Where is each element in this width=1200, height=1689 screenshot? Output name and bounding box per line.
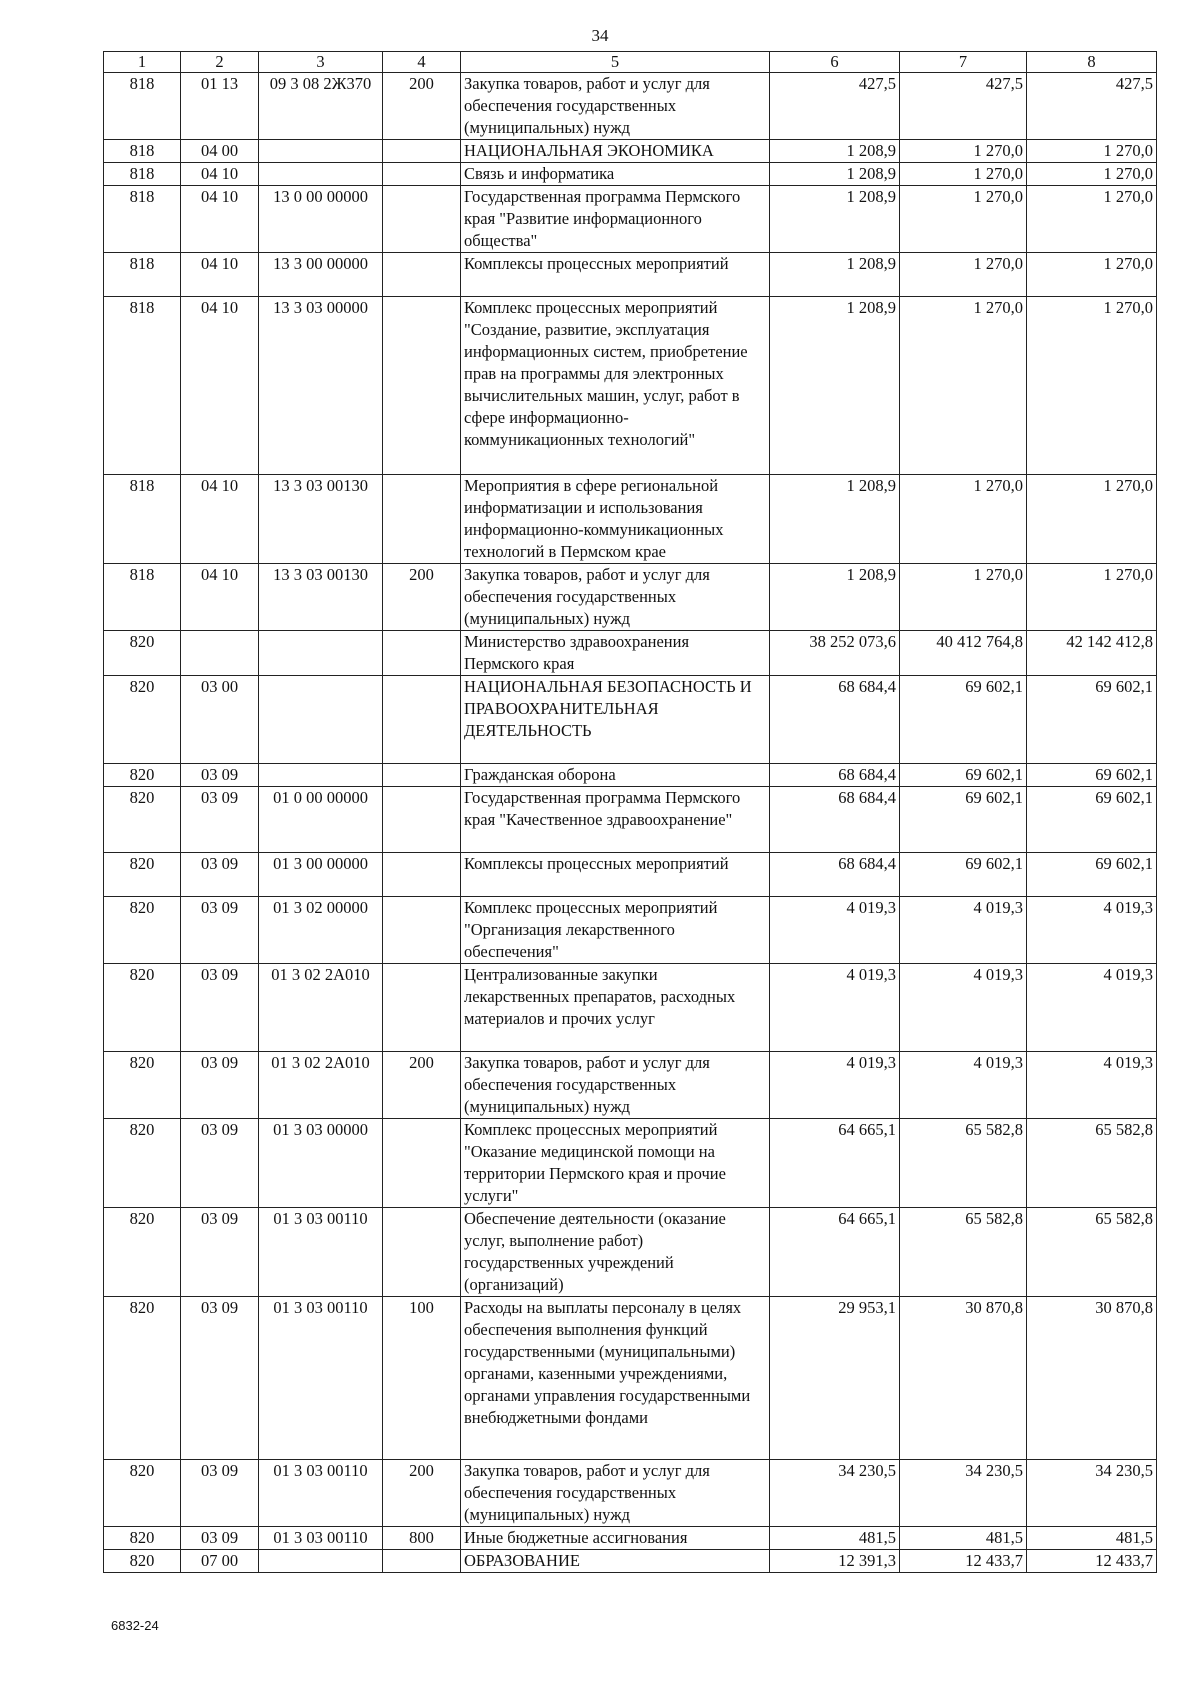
description-cell: Мероприятия в сфере региональной информатизации и использования информационно-коммуникационных технологий в Пермском крае [461,475,770,564]
expense-type-cell [383,853,461,897]
amount-2024-cell: 68 684,4 [770,853,900,897]
amount-2025-cell: 69 602,1 [900,787,1027,853]
amount-2024-cell: 1 208,9 [770,163,900,186]
amount-2024-cell: 68 684,4 [770,787,900,853]
amount-2025-cell: 65 582,8 [900,1119,1027,1208]
table-row [104,964,1157,1052]
table-row [104,1052,1157,1119]
amount-2026-cell: 69 602,1 [1027,787,1157,853]
table-row [104,73,1157,140]
amount-2026-cell: 4 019,3 [1027,964,1157,1052]
target-code-cell: 01 3 03 00110 [259,1527,383,1550]
target-code-cell: 01 0 00 00000 [259,787,383,853]
amount-2026-cell: 1 270,0 [1027,564,1157,631]
expense-type-cell: 200 [383,1460,461,1527]
section-code-cell: 04 10 [181,564,259,631]
admin-code-cell: 818 [104,163,181,186]
section-code-cell: 03 09 [181,787,259,853]
target-code-cell: 01 3 00 00000 [259,853,383,897]
amount-2025-cell: 1 270,0 [900,253,1027,297]
admin-code-cell: 818 [104,564,181,631]
amount-2025-cell: 1 270,0 [900,186,1027,253]
expense-type-cell [383,897,461,964]
expense-type-cell [383,1550,461,1573]
expense-type-cell [383,297,461,475]
expense-type-cell: 200 [383,564,461,631]
target-code-cell [259,140,383,163]
section-code-cell: 03 09 [181,1297,259,1460]
section-code-cell: 04 10 [181,475,259,564]
expense-type-cell [383,186,461,253]
budget-table [103,51,1157,1573]
admin-code-cell: 818 [104,475,181,564]
target-code-cell: 13 0 00 00000 [259,186,383,253]
table-row [104,676,1157,764]
target-code-cell: 01 3 02 2А010 [259,964,383,1052]
table-row [104,253,1157,297]
table-row [104,897,1157,964]
expense-type-cell [383,1119,461,1208]
amount-2025-cell: 30 870,8 [900,1297,1027,1460]
column-header: 7 [900,52,1027,73]
expense-type-cell: 800 [383,1527,461,1550]
column-header: 8 [1027,52,1157,73]
table-row [104,186,1157,253]
amount-2024-cell: 12 391,3 [770,1550,900,1573]
amount-2025-cell: 1 270,0 [900,564,1027,631]
amount-2024-cell: 4 019,3 [770,897,900,964]
section-code-cell: 04 10 [181,186,259,253]
table-row [104,1119,1157,1208]
expense-type-cell [383,787,461,853]
target-code-cell [259,163,383,186]
admin-code-cell: 820 [104,897,181,964]
amount-2026-cell: 65 582,8 [1027,1119,1157,1208]
admin-code-cell: 820 [104,1527,181,1550]
expense-type-cell: 100 [383,1297,461,1460]
section-code-cell: 03 09 [181,1527,259,1550]
target-code-cell: 01 3 03 00000 [259,1119,383,1208]
header-row [104,52,1157,73]
amount-2024-cell: 29 953,1 [770,1297,900,1460]
admin-code-cell: 818 [104,186,181,253]
admin-code-cell: 820 [104,1119,181,1208]
table-row [104,631,1157,676]
table-row [104,853,1157,897]
amount-2025-cell: 69 602,1 [900,764,1027,787]
expense-type-cell [383,676,461,764]
table-row [104,1460,1157,1527]
amount-2024-cell: 1 208,9 [770,186,900,253]
admin-code-cell: 818 [104,140,181,163]
column-header: 5 [461,52,770,73]
target-code-cell: 13 3 03 00130 [259,475,383,564]
amount-2024-cell: 1 208,9 [770,253,900,297]
expense-type-cell: 200 [383,73,461,140]
section-code-cell: 04 10 [181,253,259,297]
expense-type-cell [383,631,461,676]
target-code-cell [259,1550,383,1573]
description-cell: Министерство здравоохранения Пермского края [461,631,770,676]
section-code-cell: 04 10 [181,163,259,186]
amount-2024-cell: 1 208,9 [770,564,900,631]
table-row [104,787,1157,853]
amount-2026-cell: 4 019,3 [1027,1052,1157,1119]
expense-type-cell: 200 [383,1052,461,1119]
target-code-cell: 01 3 03 00110 [259,1460,383,1527]
table-row [104,1297,1157,1460]
admin-code-cell: 818 [104,297,181,475]
target-code-cell: 09 3 08 2Ж370 [259,73,383,140]
amount-2025-cell: 4 019,3 [900,897,1027,964]
amount-2026-cell: 30 870,8 [1027,1297,1157,1460]
amount-2026-cell: 1 270,0 [1027,297,1157,475]
amount-2024-cell: 34 230,5 [770,1460,900,1527]
amount-2026-cell: 1 270,0 [1027,140,1157,163]
amount-2024-cell: 4 019,3 [770,1052,900,1119]
amount-2026-cell: 69 602,1 [1027,853,1157,897]
document-code: 6832-24 [111,1618,159,1633]
admin-code-cell: 818 [104,73,181,140]
description-cell: Иные бюджетные ассигнования [461,1527,770,1550]
section-code-cell: 03 09 [181,1208,259,1297]
section-code-cell: 03 09 [181,1052,259,1119]
table-row [104,475,1157,564]
amount-2025-cell: 427,5 [900,73,1027,140]
description-cell: Закупка товаров, работ и услуг для обеспечения государственных (муниципальных) нужд [461,1052,770,1119]
amount-2024-cell: 64 665,1 [770,1208,900,1297]
target-code-cell [259,676,383,764]
description-cell: Комплекс процессных мероприятий "Организация лекарственного обеспечения" [461,897,770,964]
section-code-cell: 03 09 [181,853,259,897]
column-header: 2 [181,52,259,73]
table-row [104,140,1157,163]
amount-2025-cell: 69 602,1 [900,853,1027,897]
expense-type-cell [383,475,461,564]
amount-2025-cell: 40 412 764,8 [900,631,1027,676]
amount-2024-cell: 38 252 073,6 [770,631,900,676]
expense-type-cell [383,140,461,163]
amount-2026-cell: 69 602,1 [1027,676,1157,764]
target-code-cell: 01 3 02 2А010 [259,1052,383,1119]
amount-2025-cell: 1 270,0 [900,140,1027,163]
description-cell: НАЦИОНАЛЬНАЯ БЕЗОПАСНОСТЬ И ПРАВООХРАНИТЕЛЬНАЯ ДЕЯТЕЛЬНОСТЬ [461,676,770,764]
amount-2025-cell: 12 433,7 [900,1550,1027,1573]
admin-code-cell: 820 [104,1052,181,1119]
target-code-cell [259,764,383,787]
amount-2024-cell: 1 208,9 [770,297,900,475]
section-code-cell: 03 09 [181,964,259,1052]
section-code-cell [181,631,259,676]
table-row [104,1527,1157,1550]
table-row [104,564,1157,631]
column-header: 3 [259,52,383,73]
description-cell: Централизованные закупки лекарственных препаратов, расходных материалов и прочих услуг [461,964,770,1052]
section-code-cell: 07 00 [181,1550,259,1573]
section-code-cell: 03 09 [181,764,259,787]
section-code-cell: 03 00 [181,676,259,764]
target-code-cell: 01 3 03 00110 [259,1208,383,1297]
expense-type-cell [383,764,461,787]
description-cell: Гражданская оборона [461,764,770,787]
amount-2025-cell: 4 019,3 [900,964,1027,1052]
amount-2026-cell: 481,5 [1027,1527,1157,1550]
column-header: 4 [383,52,461,73]
description-cell: Обеспечение деятельности (оказание услуг, выполнение работ) государственных учреждений (организаций) [461,1208,770,1297]
admin-code-cell: 820 [104,676,181,764]
description-cell: Закупка товаров, работ и услуг для обеспечения государственных (муниципальных) нужд [461,564,770,631]
amount-2024-cell: 64 665,1 [770,1119,900,1208]
amount-2026-cell: 427,5 [1027,73,1157,140]
description-cell: Комплекс процессных мероприятий "Создание, развитие, эксплуатация информационных систем, приобретение прав на программы для электронных вычислительных машин, услуг, работ в сфере информационно-коммуникационных технологий" [461,297,770,475]
admin-code-cell: 820 [104,1550,181,1573]
target-code-cell: 13 3 00 00000 [259,253,383,297]
amount-2025-cell: 1 270,0 [900,163,1027,186]
target-code-cell [259,631,383,676]
amount-2024-cell: 1 208,9 [770,140,900,163]
table-row [104,1550,1157,1573]
amount-2024-cell: 68 684,4 [770,764,900,787]
admin-code-cell: 820 [104,1297,181,1460]
description-cell: Комплексы процессных мероприятий [461,853,770,897]
expense-type-cell [383,163,461,186]
section-code-cell: 04 10 [181,297,259,475]
admin-code-cell: 820 [104,764,181,787]
description-cell: Закупка товаров, работ и услуг для обеспечения государственных (муниципальных) нужд [461,1460,770,1527]
description-cell: Закупка товаров, работ и услуг для обеспечения государственных (муниципальных) нужд [461,73,770,140]
amount-2025-cell: 481,5 [900,1527,1027,1550]
amount-2026-cell: 12 433,7 [1027,1550,1157,1573]
description-cell: Расходы на выплаты персоналу в целях обеспечения выполнения функций государственными (муниципальными) органами, казенными учреждениями, органами управления государственными внебюджетными фондами [461,1297,770,1460]
admin-code-cell: 820 [104,964,181,1052]
section-code-cell: 03 09 [181,1460,259,1527]
amount-2025-cell: 34 230,5 [900,1460,1027,1527]
amount-2026-cell: 69 602,1 [1027,764,1157,787]
table-body [104,73,1157,1573]
description-cell: Комплексы процессных мероприятий [461,253,770,297]
amount-2026-cell: 1 270,0 [1027,186,1157,253]
section-code-cell: 01 13 [181,73,259,140]
description-cell: Государственная программа Пермского края "Развитие информационного общества" [461,186,770,253]
amount-2024-cell: 1 208,9 [770,475,900,564]
amount-2026-cell: 34 230,5 [1027,1460,1157,1527]
amount-2025-cell: 1 270,0 [900,475,1027,564]
amount-2026-cell: 1 270,0 [1027,163,1157,186]
target-code-cell: 13 3 03 00130 [259,564,383,631]
amount-2026-cell: 65 582,8 [1027,1208,1157,1297]
description-cell: Комплекс процессных мероприятий "Оказание медицинской помощи на территории Пермского края и прочие услуги" [461,1119,770,1208]
section-code-cell: 03 09 [181,1119,259,1208]
amount-2024-cell: 481,5 [770,1527,900,1550]
page-number: 34 [591,26,609,45]
amount-2024-cell: 4 019,3 [770,964,900,1052]
table-row [104,1208,1157,1297]
amount-2026-cell: 1 270,0 [1027,253,1157,297]
amount-2025-cell: 4 019,3 [900,1052,1027,1119]
amount-2024-cell: 68 684,4 [770,676,900,764]
amount-2026-cell: 42 142 412,8 [1027,631,1157,676]
target-code-cell: 01 3 02 00000 [259,897,383,964]
admin-code-cell: 818 [104,253,181,297]
admin-code-cell: 820 [104,1208,181,1297]
amount-2026-cell: 1 270,0 [1027,475,1157,564]
table-row [104,764,1157,787]
admin-code-cell: 820 [104,631,181,676]
amount-2025-cell: 69 602,1 [900,676,1027,764]
table-row [104,297,1157,475]
table-row [104,163,1157,186]
description-cell: Государственная программа Пермского края "Качественное здравоохранение" [461,787,770,853]
section-code-cell: 04 00 [181,140,259,163]
column-header: 1 [104,52,181,73]
target-code-cell: 01 3 03 00110 [259,1297,383,1460]
amount-2025-cell: 65 582,8 [900,1208,1027,1297]
amount-2026-cell: 4 019,3 [1027,897,1157,964]
admin-code-cell: 820 [104,853,181,897]
expense-type-cell [383,253,461,297]
section-code-cell: 03 09 [181,897,259,964]
description-cell: Связь и информатика [461,163,770,186]
amount-2025-cell: 1 270,0 [900,297,1027,475]
description-cell: ОБРАЗОВАНИЕ [461,1550,770,1573]
description-cell: НАЦИОНАЛЬНАЯ ЭКОНОМИКА [461,140,770,163]
amount-2024-cell: 427,5 [770,73,900,140]
target-code-cell: 13 3 03 00000 [259,297,383,475]
column-header: 6 [770,52,900,73]
expense-type-cell [383,1208,461,1297]
admin-code-cell: 820 [104,787,181,853]
admin-code-cell: 820 [104,1460,181,1527]
expense-type-cell [383,964,461,1052]
